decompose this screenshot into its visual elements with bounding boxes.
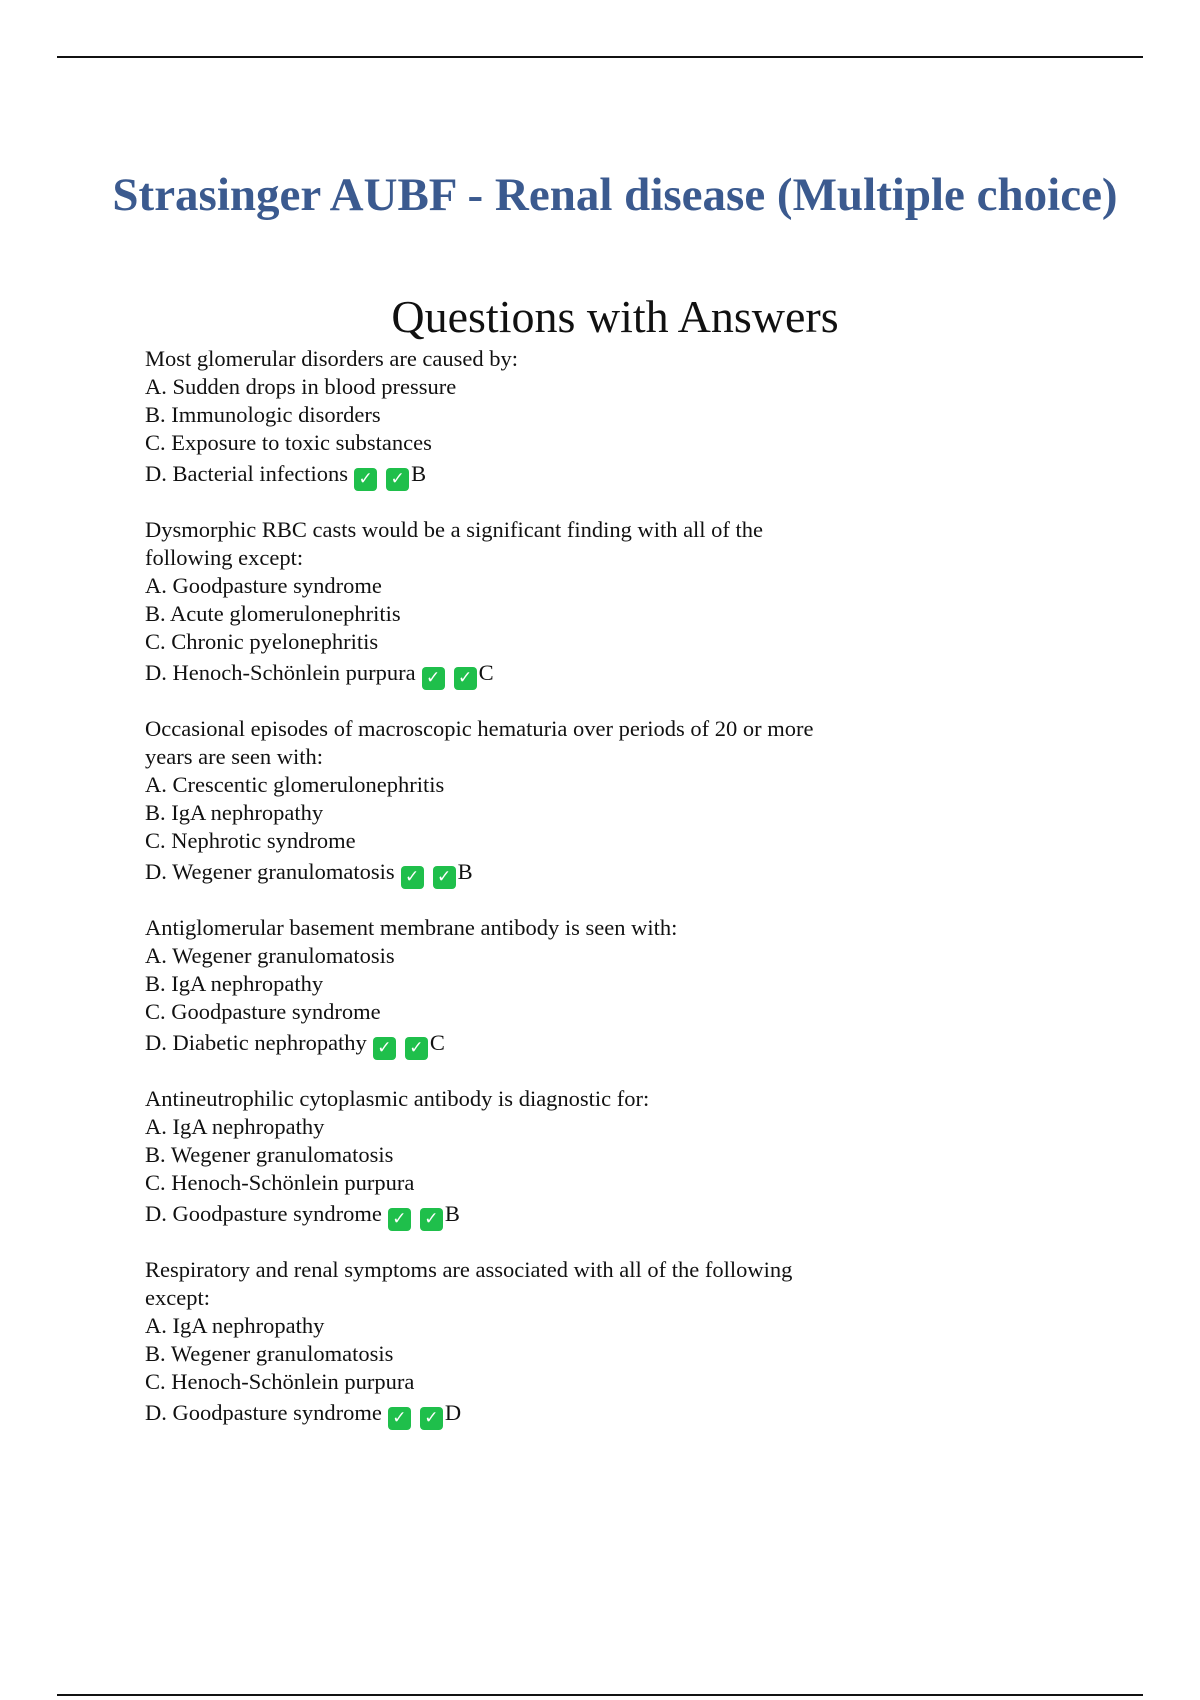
option-d-row — [145, 656, 845, 690]
correct-answer: B — [411, 461, 427, 486]
correct-answer: B — [444, 1201, 460, 1226]
document-title: Strasinger AUBF - Renal disease (Multiple choice) — [112, 169, 1118, 221]
question-block — [145, 715, 845, 889]
check-mark-icon: ✓ — [388, 1208, 411, 1231]
top-divider — [57, 56, 1143, 58]
option-d: D. Wegener granulomatosis — [145, 859, 395, 884]
option-c: C. Goodpasture syndrome — [145, 999, 381, 1024]
question-stem: Respiratory and renal symptoms are associated with all of the following except: — [145, 1257, 793, 1310]
question-stem: Dysmorphic RBC casts would be a significant finding with all of the following except: — [145, 517, 764, 570]
question-block — [145, 345, 845, 491]
question-list — [145, 345, 845, 1455]
question-stem: Antiglomerular basement membrane antibody is seen with: — [145, 915, 678, 940]
question-block — [145, 516, 845, 690]
option-a: A. Crescentic glomerulonephritis — [145, 772, 445, 797]
option-b: B. Immunologic disorders — [145, 402, 381, 427]
option-b: B. IgA nephropathy — [145, 971, 324, 996]
check-mark-icon: ✓ — [401, 866, 424, 889]
question-block — [145, 1085, 845, 1231]
question-stem: Occasional episodes of macroscopic hematuria over periods of 20 or more years are seen with: — [145, 716, 814, 769]
option-d-row — [145, 457, 845, 491]
option-a: A. Wegener granulomatosis — [145, 943, 395, 968]
check-mark-icon: ✓ — [405, 1037, 428, 1060]
option-a: A. Sudden drops in blood pressure — [145, 374, 457, 399]
option-b: B. IgA nephropathy — [145, 800, 324, 825]
question-block — [145, 914, 845, 1060]
option-d: D. Goodpasture syndrome — [145, 1201, 382, 1226]
option-d-row — [145, 855, 845, 889]
document-subtitle: Questions with Answers — [391, 291, 839, 342]
check-mark-icon: ✓ — [454, 667, 477, 690]
check-mark-icon: ✓ — [422, 667, 445, 690]
correct-answer: C — [429, 1030, 445, 1055]
check-mark-icon: ✓ — [388, 1407, 411, 1430]
check-mark-icon: ✓ — [420, 1208, 443, 1231]
option-d-row — [145, 1396, 845, 1430]
option-b: B. Wegener granulomatosis — [145, 1142, 394, 1167]
question-block — [145, 1256, 845, 1430]
option-b: B. Acute glomerulonephritis — [145, 601, 401, 626]
question-stem: Antineutrophilic cytoplasmic antibody is diagnostic for: — [145, 1086, 650, 1111]
option-c: C. Nephrotic syndrome — [145, 828, 356, 853]
correct-answer: C — [478, 660, 494, 685]
option-a: A. Goodpasture syndrome — [145, 573, 382, 598]
correct-answer: B — [457, 859, 473, 884]
option-c: C. Henoch-Schönlein purpura — [145, 1369, 415, 1394]
option-c: C. Exposure to toxic substances — [145, 430, 432, 455]
question-stem: Most glomerular disorders are caused by: — [145, 346, 519, 371]
option-d: D. Goodpasture syndrome — [145, 1400, 382, 1425]
correct-answer: D — [444, 1400, 462, 1425]
option-b: B. Wegener granulomatosis — [145, 1341, 394, 1366]
option-d-row — [145, 1197, 845, 1231]
option-a: A. IgA nephropathy — [145, 1114, 325, 1139]
check-mark-icon: ✓ — [433, 866, 456, 889]
option-c: C. Chronic pyelonephritis — [145, 629, 379, 654]
bottom-divider — [57, 1694, 1143, 1696]
option-a: A. IgA nephropathy — [145, 1313, 325, 1338]
option-d: D. Henoch-Schönlein purpura — [145, 660, 416, 685]
check-mark-icon: ✓ — [420, 1407, 443, 1430]
option-d: D. Diabetic nephropathy — [145, 1030, 367, 1055]
option-d-row — [145, 1026, 845, 1060]
check-mark-icon: ✓ — [354, 468, 377, 491]
option-c: C. Henoch-Schönlein purpura — [145, 1170, 415, 1195]
check-mark-icon: ✓ — [373, 1037, 396, 1060]
check-mark-icon: ✓ — [386, 468, 409, 491]
option-d: D. Bacterial infections — [145, 461, 349, 486]
